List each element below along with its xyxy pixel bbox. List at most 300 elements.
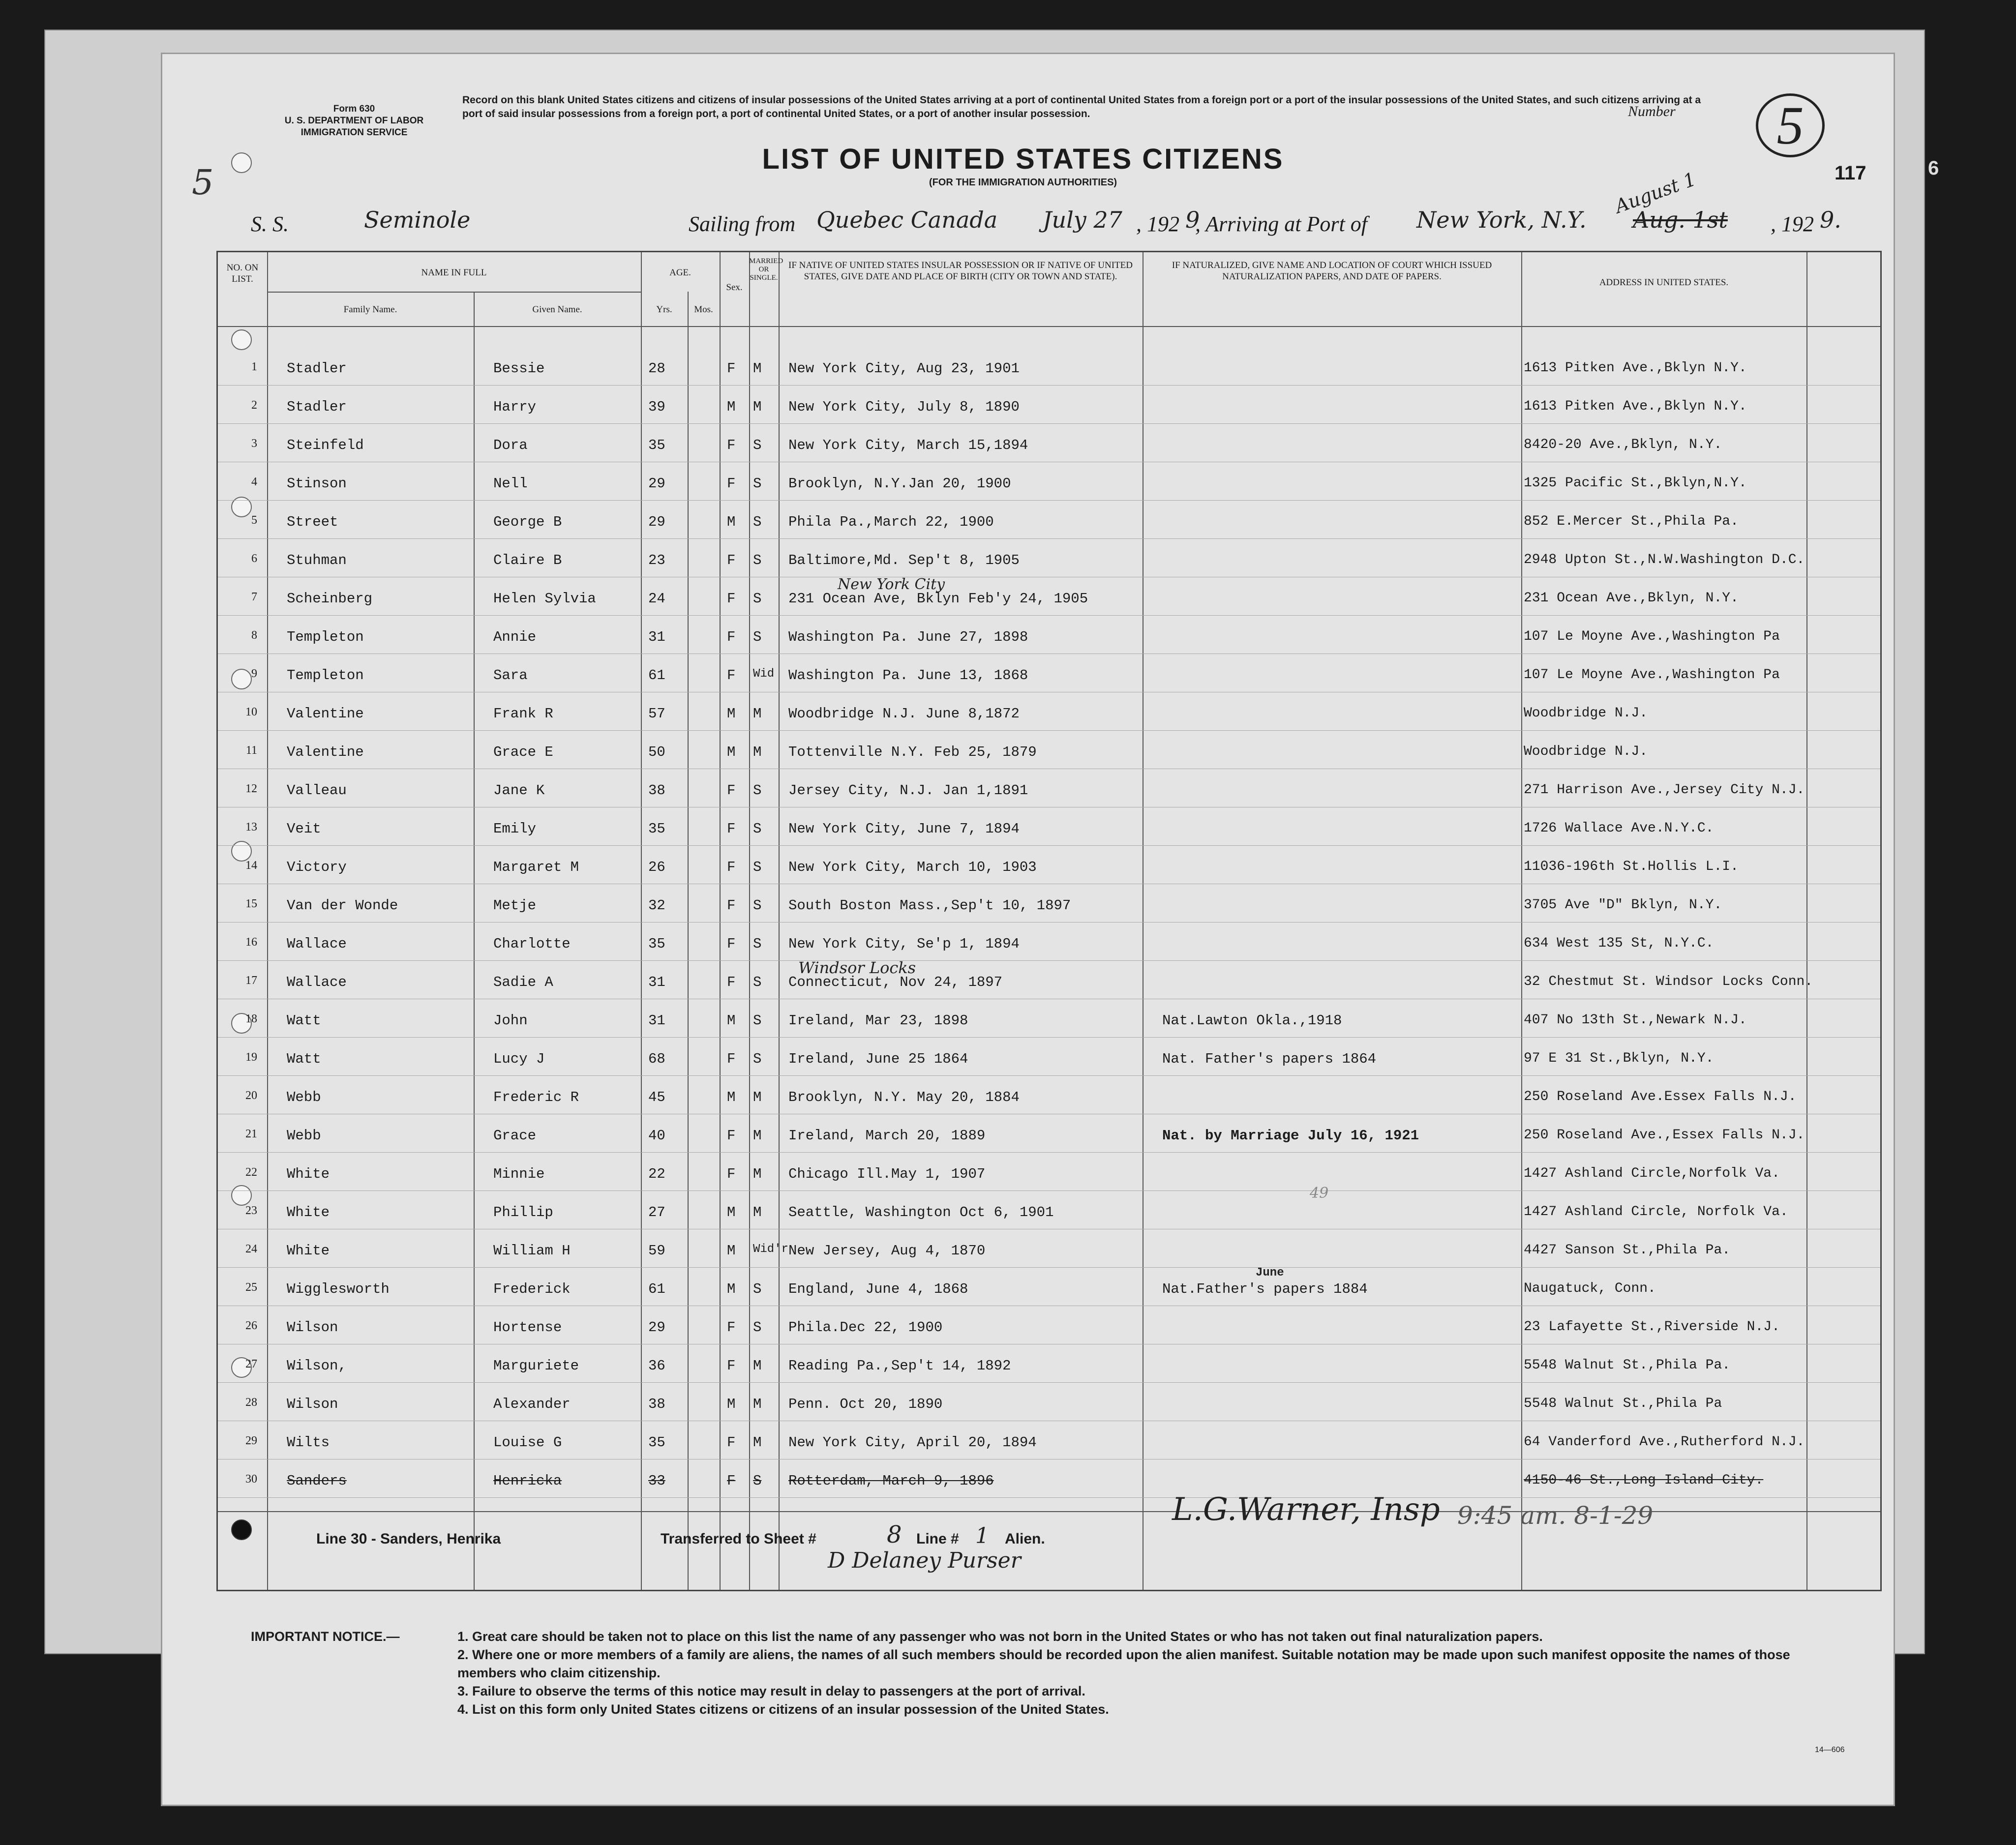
family-name: Webb [287,1128,321,1144]
row-number: 6 [251,552,257,565]
address: Woodbridge N.J. [1524,706,1648,721]
age-years: 26 [648,859,665,875]
given-name: Minnie [493,1166,545,1182]
birth-place-date: Woodbridge N.J. June 8,1872 [788,706,1020,722]
birth-place-date: New York City, July 8, 1890 [788,399,1020,415]
birth-place-date: New York City, Se'p 1, 1894 [788,936,1020,952]
notice-item: 1. Great care should be taken not to place on this list the name of any passenger who was not born in the United States or who has not taken out final naturalization papers. [457,1629,1543,1644]
naturalization: Nat. Father's papers 1864 [1162,1051,1377,1067]
family-name: Wilson [287,1396,338,1412]
marital-status: M [753,744,762,760]
row-rule [218,1267,1880,1268]
naturalization: Nat.Lawton Okla.,1918 [1162,1012,1342,1029]
family-name: Webb [287,1089,321,1105]
row17-correction: Windsor Locks [798,958,916,977]
marital-status: S [753,936,762,952]
marital-status: S [753,859,762,875]
sex: M [727,706,736,722]
row-number: 19 [245,1051,257,1064]
marital-status: S [753,437,762,453]
family-name: Scheinberg [287,591,373,607]
birth-place-date: New York City, June 7, 1894 [788,821,1020,837]
sailing-date: July 27 [1043,207,1122,233]
year-prefix: , 192 [1771,212,1814,236]
sex: F [727,821,736,837]
sex: M [727,1089,736,1105]
birth-place-date: Penn. Oct 20, 1890 [788,1396,943,1412]
row-number: 1 [251,360,257,373]
address: 64 Vanderford Ave.,Rutherford N.J. [1524,1434,1805,1450]
binder-hole [231,152,252,173]
family-name: Wallace [287,974,347,990]
sex: F [727,437,736,453]
marital-status: M [753,1358,762,1374]
notice-item: 2. Where one or more members of a family are aliens, the names of all such members should be recorded upon the alien manifest. Suitable notation may be made upon such manifest opposite the names of those members who claim citizenship. [457,1647,1790,1680]
marital-status: S [753,1281,762,1297]
transfer-sheet-number: 8 [887,1521,902,1548]
row-number: 28 [245,1396,257,1409]
row-number: 26 [245,1319,257,1332]
age-years: 29 [648,514,665,530]
given-name: Sadie A [493,974,553,990]
family-name: Stadler [287,399,347,415]
row-rule [218,1075,1880,1076]
row-number: 21 [245,1128,257,1140]
row-rule [218,1497,1880,1498]
given-name: Grace [493,1128,537,1144]
ship-name: Seminole [364,207,471,233]
sex: F [727,1473,736,1489]
given-name: Frederick [493,1281,571,1297]
address: 11036-196th St.Hollis L.I. [1524,859,1739,874]
marital-status: S [753,629,762,645]
birth-place-date: Phila.Dec 22, 1900 [788,1319,943,1336]
age-years: 38 [648,1396,665,1412]
age-years: 22 [648,1166,665,1182]
row-number: 20 [245,1089,257,1102]
row-number: 24 [245,1243,257,1255]
inspection-timestamp: 9:45 am. 8-1-29 [1457,1501,1654,1530]
row-number: 30 [245,1473,257,1486]
family-name: White [287,1204,330,1220]
age-years: 23 [648,552,665,568]
family-name: Street [287,514,338,530]
marital-status: M [753,706,762,722]
header-no: NO. ON LIST. [226,263,259,284]
address: 23 Lafayette St.,Riverside N.J. [1524,1319,1780,1335]
year-suffix: 9. [1820,207,1841,233]
sex: F [727,1358,736,1374]
service-name: IMMIGRATION SERVICE [301,127,408,138]
notice-lead: IMPORTANT NOTICE.— [251,1629,400,1644]
age-years: 45 [648,1089,665,1105]
birth-place-date: Brooklyn, N.Y.Jan 20, 1900 [788,476,1011,492]
row-number: 8 [251,629,257,642]
sex: F [727,1128,736,1144]
family-name: Veit [287,821,321,837]
age-years: 57 [648,706,665,722]
given-name: Dora [493,437,528,453]
marital-status: S [753,1051,762,1067]
family-name: White [287,1166,330,1182]
transfer-note-sheet: Transferred to Sheet # [661,1531,816,1547]
marital-status: S [753,1012,762,1029]
given-name: Marguriete [493,1358,579,1374]
address: 407 No 13th St.,Newark N.J. [1524,1012,1747,1028]
purser-signature: D Delaney Purser [828,1548,1021,1573]
arriving-date-correction: August 1 [1612,168,1699,218]
row-number: 17 [245,974,257,987]
given-name: Harry [493,399,537,415]
header-address: ADDRESS IN UNITED STATES. [1599,277,1729,288]
age-years: 29 [648,476,665,492]
sex: F [727,1434,736,1451]
row-number: 29 [245,1434,257,1447]
address: 107 Le Moyne Ave.,Washington Pa [1524,629,1780,644]
age-years: 28 [648,360,665,377]
age-years: 29 [648,1319,665,1336]
sex: F [727,1051,736,1067]
row-number: 22 [245,1166,257,1179]
age-years: 61 [648,1281,665,1297]
family-name: Templeton [287,667,364,684]
row-rule [218,615,1880,616]
sex: F [727,1319,736,1336]
given-name: Jane K [493,782,545,799]
given-name: Annie [493,629,537,645]
transfer-line-number: 1 [975,1523,989,1548]
sex: M [727,1204,736,1220]
arriving-label: , Arriving at Port of [1195,212,1367,236]
age-years: 32 [648,897,665,914]
age-years: 68 [648,1051,665,1067]
row-number: 16 [245,936,257,949]
marital-status: S [753,782,762,799]
address: Naugatuck, Conn. [1524,1281,1656,1296]
sex: F [727,974,736,990]
row-number: 2 [251,399,257,412]
age-years: 59 [648,1243,665,1259]
sex: M [727,1243,736,1259]
birth-place-date: 231 Ocean Ave, Bklyn Feb'y 24, 1905 [788,591,1088,607]
naturalization: Nat.Father's papers 1884 [1162,1281,1368,1297]
page-number: 117 [1835,162,1866,184]
sex: M [727,744,736,760]
sex: F [727,360,736,377]
header-name: NAME IN FULL [421,268,487,278]
header-married-single: MARRIED OR SINGLE. [749,257,783,282]
sex: F [727,897,736,914]
address: 107 Le Moyne Ave.,Washington Pa [1524,667,1780,683]
given-name: Henricka [493,1473,562,1489]
number-label: Number [1628,103,1676,119]
manifest-sheet [162,54,1894,1805]
birth-place-date: Jersey City, N.J. Jan 1,1891 [788,782,1028,799]
address: 5548 Walnut St.,Phila Pa [1524,1396,1722,1411]
birth-place-date: New York City, March 15,1894 [788,437,1028,453]
row-number: 3 [251,437,257,450]
family-name: Wilson, [287,1358,347,1374]
family-name: Stadler [287,360,347,377]
sex: F [727,552,736,568]
address: 4427 Sanson St.,Phila Pa. [1524,1243,1731,1258]
marital-status: Wid'r [753,1243,789,1256]
address: 2948 Upton St.,N.W.Washington D.C. [1524,552,1805,567]
birth-place-date: Ireland, March 20, 1889 [788,1128,986,1144]
age-years: 35 [648,437,665,453]
header-yrs: Yrs. [656,304,672,315]
address: 1325 Pacific St.,Bklyn,N.Y. [1524,476,1747,491]
age-years: 35 [648,1434,665,1451]
family-name: Watt [287,1012,321,1029]
age-years: 50 [648,744,665,760]
age-years: 39 [648,399,665,415]
row-number: 11 [245,744,257,757]
sex: M [727,1281,736,1297]
marital-status: S [753,476,762,492]
list-number [1628,95,1835,155]
document-title: LIST OF UNITED STATES CITIZENS [762,143,1284,175]
given-name: John [493,1012,528,1029]
department-name: U. S. DEPARTMENT OF LABOR [284,116,424,126]
number-value: 5 [1756,93,1825,157]
family-name: Watt [287,1051,321,1067]
transfer-note-alien: Alien. [1005,1531,1045,1547]
margin-mark: 5 [192,162,214,203]
birth-place-date: England, June 4, 1868 [788,1281,968,1297]
marital-status: S [753,897,762,914]
form-instructions: Record on this blank United States citizens and citizens of insular possessions of the United States arriving at a port of continental United States from a foreign port or a port of the insular possessions of the United States, and such citizens arriving at a port of said insular possessions from a foreign port, a port of continental United States, or a port of another insular possession. [462,94,1701,119]
birth-place-date: New York City, Aug 23, 1901 [788,360,1020,377]
given-name: Frank R [493,706,553,722]
marital-status: S [753,974,762,990]
address: 1427 Ashland Circle, Norfolk Va. [1524,1204,1788,1220]
birth-place-date: New York City, March 10, 1903 [788,859,1037,875]
birth-place-date: Baltimore,Md. Sep't 8, 1905 [788,552,1020,568]
notice-item: 4. List on this form only United States citizens or citizens of an insular possession of the United States. [457,1702,1109,1717]
address: 271 Harrison Ave.,Jersey City N.J. [1524,782,1805,798]
given-name: Bessie [493,360,545,377]
marital-status: S [753,552,762,568]
given-name: Frederic R [493,1089,579,1105]
given-name: Nell [493,476,528,492]
marital-status: M [753,1166,762,1182]
address: 250 Roseland Ave.Essex Falls N.J. [1524,1089,1797,1104]
row-rule [218,385,1880,386]
row-rule [218,1037,1880,1038]
birth-place-date: New York City, April 20, 1894 [788,1434,1037,1451]
transfer-note-line: Line 30 - Sanders, Henrika [316,1531,501,1547]
age-years: 61 [648,667,665,684]
row-number: 12 [245,782,257,795]
family-name: Templeton [287,629,364,645]
family-name: White [287,1243,330,1259]
row7-correction: New York City [838,576,945,593]
sex: F [727,936,736,952]
family-name: Victory [287,859,347,875]
given-name: Charlotte [493,936,571,952]
row-number: 5 [251,514,257,527]
marital-status: Wid [753,667,775,681]
given-name: Grace E [493,744,553,760]
given-name: Louise G [493,1434,562,1451]
address: 1427 Ashland Circle,Norfolk Va. [1524,1166,1780,1181]
given-name: Lucy J [493,1051,545,1067]
sex: F [727,859,736,875]
marital-status: M [753,1128,762,1144]
birth-place-date: New Jersey, Aug 4, 1870 [788,1243,986,1259]
family-name: Wigglesworth [287,1281,390,1297]
birth-place-date: Connecticut, Nov 24, 1897 [788,974,1003,990]
marital-status: S [753,1319,762,1336]
address: 5548 Walnut St.,Phila Pa. [1524,1358,1731,1373]
sex: M [727,514,736,530]
sex: F [727,667,736,684]
address: 4150-46 St.,Long Island City. [1524,1473,1764,1488]
row-number: 15 [245,897,257,910]
header-birth: IF NATIVE OF UNITED STATES INSULAR POSSESSION OR IF NATIVE OF UNITED STATES, GIVE DATE AND PLACE OF BIRTH (CITY OR TOWN AND STATE). [788,260,1133,282]
stray-mark: 49 [1310,1185,1329,1202]
age-years: 31 [648,629,665,645]
sex: M [727,1396,736,1412]
birth-place-date: Phila Pa.,March 22, 1900 [788,514,994,530]
ss-label: S. S. [251,212,289,236]
family-name: Valentine [287,706,364,722]
family-name: Wallace [287,936,347,952]
sex: F [727,591,736,607]
age-years: 31 [648,974,665,990]
form-print-code: 14—606 [1815,1746,1845,1754]
sex: F [727,476,736,492]
birth-place-date: South Boston Mass.,Sep't 10, 1897 [788,897,1071,914]
marital-status: S [753,514,762,530]
side-page-number: 6 [1928,157,1939,179]
row-rule [218,423,1880,424]
header-naturalized: IF NATURALIZED, GIVE NAME AND LOCATION OF COURT WHICH ISSUED NATURALIZATION PAPERS, AND DATE OF PAPERS. [1172,260,1492,282]
given-name: Claire B [493,552,562,568]
address: 1613 Pitken Ave.,Bklyn N.Y. [1524,360,1747,376]
age-years: 38 [648,782,665,799]
sex: F [727,782,736,799]
row-number: 23 [245,1204,257,1217]
age-years: 31 [648,1012,665,1029]
header-sex: Sex. [726,282,743,293]
sex: F [727,629,736,645]
marital-status: M [753,360,762,377]
row-number: 27 [245,1358,257,1370]
family-name: Sanders [287,1473,347,1489]
row-rule [218,1152,1880,1153]
address: 32 Chestmut St. Windsor Locks Conn. [1524,974,1813,989]
family-name: Valleau [287,782,347,799]
marital-status: M [753,1089,762,1105]
row-number: 9 [251,667,257,680]
birth-place-date: Rotterdam, March 9, 1896 [788,1473,994,1489]
row-number: 7 [251,591,257,603]
address: 634 West 135 St, N.Y.C. [1524,936,1714,951]
marital-status: M [753,1204,762,1220]
given-name: Hortense [493,1319,562,1336]
given-name: Emily [493,821,537,837]
marital-status: S [753,821,762,837]
age-years: 33 [648,1473,665,1489]
address: 97 E 31 St.,Bklyn, N.Y. [1524,1051,1714,1066]
marital-status: S [753,1473,762,1489]
birth-place-date: Washington Pa. June 13, 1868 [788,667,1028,684]
header-given-name: Given Name. [532,304,582,315]
birth-place-date: Brooklyn, N.Y. May 20, 1884 [788,1089,1020,1105]
given-name: Sara [493,667,528,684]
given-name: Margaret M [493,859,579,875]
form-identifier [266,103,443,139]
given-name: Phillip [493,1204,553,1220]
given-name: Metje [493,897,537,914]
birth-place-date: Washington Pa. June 27, 1898 [788,629,1028,645]
family-name: Stuhman [287,552,347,568]
birth-place-date: Tottenville N.Y. Feb 25, 1879 [788,744,1037,760]
marital-status: M [753,1396,762,1412]
row-number: 4 [251,476,257,488]
marital-status: S [753,591,762,607]
row-rule [218,960,1880,961]
row-rule [218,538,1880,539]
row-number: 25 [245,1281,257,1294]
birth-place-date: Ireland, Mar 23, 1898 [788,1012,968,1029]
row-number: 13 [245,821,257,833]
age-years: 24 [648,591,665,607]
address: Woodbridge N.J. [1524,744,1648,759]
year-suffix: 9 [1185,207,1200,233]
transfer-note-line-label: Line # [916,1531,959,1547]
age-years: 40 [648,1128,665,1144]
address: 1613 Pitken Ave.,Bklyn N.Y. [1524,399,1747,414]
row-rule [218,845,1880,846]
given-name: Alexander [493,1396,571,1412]
family-name: Stinson [287,476,347,492]
row-number: 10 [245,706,257,718]
row-rule [218,1190,1880,1191]
address: 8420-20 Ave.,Bklyn, N.Y. [1524,437,1722,452]
row-rule [218,1382,1880,1383]
sailing-label: Sailing from [689,212,796,236]
family-name: Steinfeld [287,437,364,453]
header-family-name: Family Name. [343,304,397,315]
form-number: Form 630 [333,104,375,114]
sailing-from: Quebec Canada [816,207,998,233]
inspector-signature: L.G.Warner, Insp [1172,1491,1440,1528]
family-name: Wilson [287,1319,338,1336]
age-years: 35 [648,936,665,952]
row-number: 18 [245,1012,257,1025]
year-prefix: , 192 [1136,212,1179,236]
family-name: Van der Wonde [287,897,398,914]
arriving-date: Aug. 1st [1633,207,1728,233]
marital-status: M [753,399,762,415]
birth-place-date: Ireland, June 25 1864 [788,1051,968,1067]
birth-place-date: Chicago Ill.May 1, 1907 [788,1166,986,1182]
header-age: AGE. [669,268,691,278]
document-subtitle: (FOR THE IMMIGRATION AUTHORITIES) [929,177,1117,188]
arriving-port: New York, N.Y. [1416,207,1587,233]
address: 3705 Ave "D" Bklyn, N.Y. [1524,897,1722,913]
row-rule [218,730,1880,731]
address: 852 E.Mercer St.,Phila Pa. [1524,514,1739,529]
row25-correction: June [1256,1266,1284,1280]
birth-place-date: Seattle, Washington Oct 6, 1901 [788,1204,1054,1220]
age-years: 27 [648,1204,665,1220]
sex: F [727,1166,736,1182]
age-years: 35 [648,821,665,837]
